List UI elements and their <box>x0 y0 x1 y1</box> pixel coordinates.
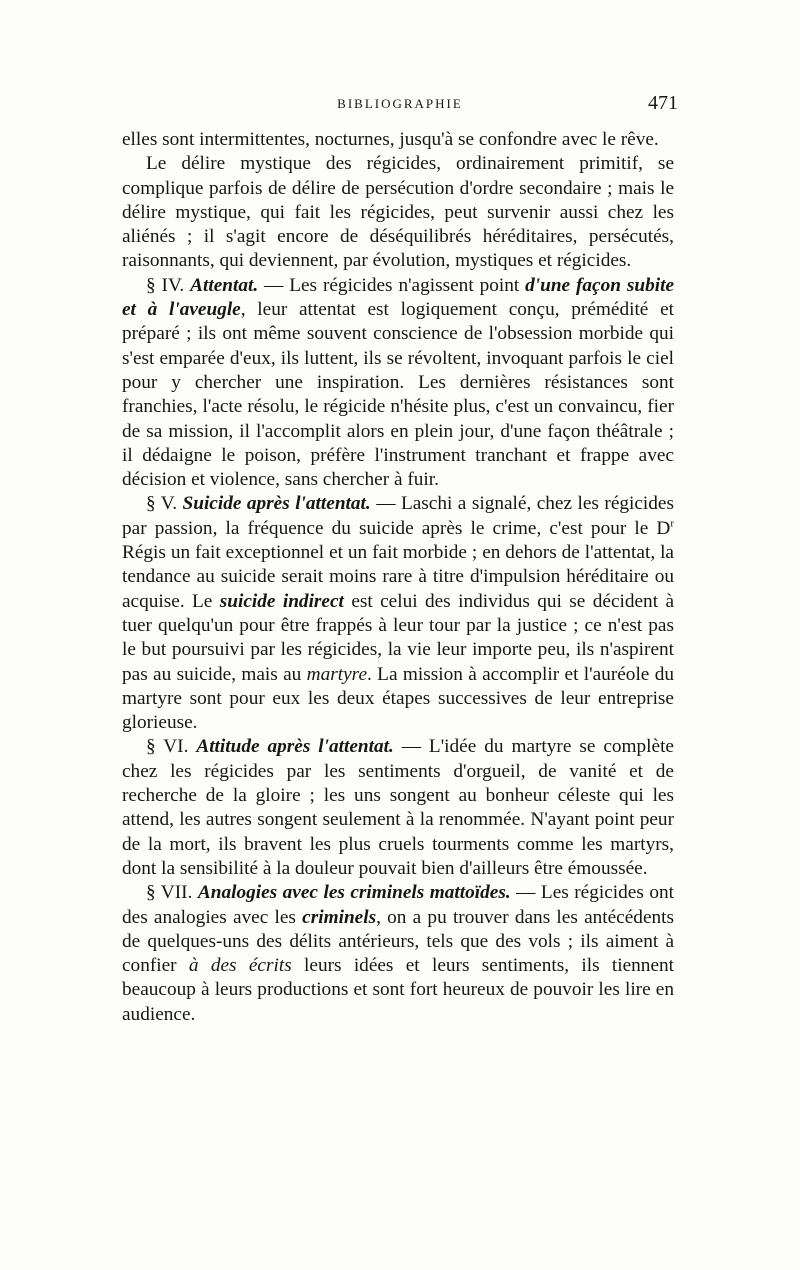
section-v <box>122 492 674 735</box>
paragraph-mystic-delirium: Le délire mystique des régicides, ordinairement primitif, se complique parfois de délire de persécution d'ordre secondaire ; mais le délire mystique, qui fait les régicides, peut survenir aussi chez les aliénés ; il s'agit encore de déséquilibrés héréditaires, persécutés, raisonnants, qui deviennent, par évolution, mystiques et régicides. <box>122 153 674 272</box>
section-number: § V. <box>146 493 178 515</box>
section-vii <box>122 881 674 1027</box>
section-number: § VI. <box>146 736 189 758</box>
section-title: Attitude après l'attentat. <box>196 736 394 758</box>
section-text: est celui des individus qui se décident à tuer quelqu'un pour être frappés à leur tour par la justice ; ce n'est pas le but poursuivi par les régicides, la vie leur importe peu, ils n'aspirent pas au suicide, mais au <box>122 590 674 685</box>
emphasis-text: martyre <box>306 663 368 685</box>
section-title: Analogies avec les criminels mattoïdes. <box>197 882 511 904</box>
section-iv <box>122 274 674 493</box>
section-text: Régis un fait exceptionnel et un fait morbide ; en dehors de l'attentat, la tendance au suicide serait moins rare à titre d'impulsion héréditaire ou acquise. Le <box>122 542 674 612</box>
emphasis-text: suicide indirect <box>219 590 344 612</box>
section-text: . La mission à accomplir et l'auréole du martyre sont pour eux les deux étapes successives de leur entreprise glorieuse. <box>122 663 674 734</box>
section-title: Suicide après l'attentat. <box>182 493 371 515</box>
section-number: § IV. <box>146 274 185 296</box>
section-title: Attentat. <box>190 274 259 296</box>
page-number: 471 <box>648 92 678 114</box>
section-text: leurs idées et leurs sentiments, ils tiennent beaucoup à leurs productions et sont fort heureux de pouvoir les lire en audience. <box>122 955 674 1025</box>
section-text: , leur attentat est logiquement conçu, prémédité et préparé ; ils ont même souvent conscience de l'obsession morbide qui s'est emparée d'eux, ils luttent, ils se révoltent, invoquant parfois le ciel pour y chercher une inspiration. Les dernières résistances sont franchies, l'acte résolu, le régicide n'hésite plus, c'est un convaincu, fier de sa mission, il l'accomplit alors en plein jour, d'une façon théâtrale ; il dédaigne le poison, préfère l'instrument tranchant et frappe avec décision et violence, sans chercher à fuir. <box>122 299 674 491</box>
section-text: — Les régicides n'agissent point <box>258 274 526 296</box>
section-number: § VII. <box>146 882 193 904</box>
emphasis-text: criminels <box>302 906 377 928</box>
page-header <box>120 92 680 122</box>
section-text: , on a pu trouver dans les antécédents de quelques-uns des délits antérieurs, tels que des vols ; ils aiment à confier <box>122 906 674 977</box>
section-text: — L'idée du martyre se complète chez les régicides par les sentiments d'orgueil, de vanité et de recherche de la gloire ; les uns songent au bonheur céleste qui les attend, les autres songent seulement à la renommée. N'ayant point peur de la mort, ils bravent les plus cruels tourments comme les martyrs, dont la sensibilité à la douleur pouvait bien d'ailleurs être émoussée. <box>122 736 674 879</box>
superscript: r <box>670 517 674 530</box>
emphasis-text: d'une façon subite et à l'aveugle <box>122 274 675 321</box>
running-title: BIBLIOGRAPHIE <box>337 96 463 111</box>
section-text: — Les régicides ont des analogies avec les <box>122 882 674 928</box>
section-vi <box>122 735 674 881</box>
paragraph-continuation: elles sont intermittentes, nocturnes, jusqu'à se confondre avec le rêve. <box>122 129 659 150</box>
section-text: — Laschi a signalé, chez les régicides par passion, la fréquence du suicide après le crime, c'est pour le D <box>122 493 674 539</box>
emphasis-text: à des écrits <box>188 955 292 977</box>
body-text <box>122 128 674 1027</box>
